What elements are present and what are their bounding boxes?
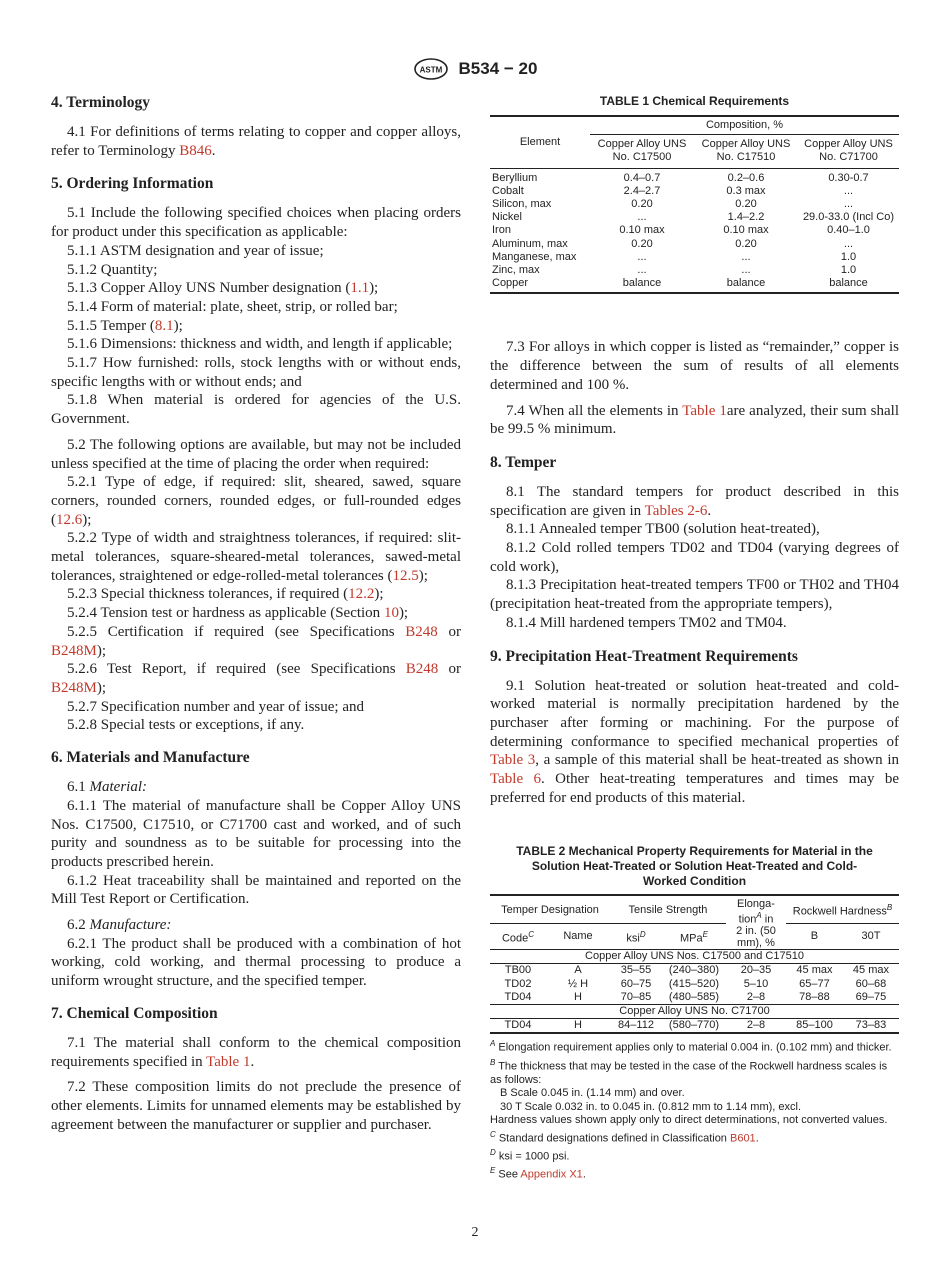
table-row: Manganese, max ... ... 1.0 xyxy=(492,250,857,263)
item-5-2-7: 5.2.7 Specification number and year of issue; and xyxy=(67,698,364,715)
table-2-footnotes xyxy=(490,1037,899,1182)
table-row: Iron 0.10 max 0.10 max 0.40–1.0 xyxy=(492,224,870,237)
table-row: Aluminum, max 0.20 0.20 ... xyxy=(492,237,854,250)
page-header xyxy=(0,58,950,82)
link-table-1[interactable]: Table 1 xyxy=(682,402,727,419)
link-8-1[interactable]: 8.1 xyxy=(154,317,174,334)
link-b248[interactable]: B248 xyxy=(405,623,438,640)
item-5-1-5: 5.1.5 Temper (8.1); xyxy=(67,317,183,334)
right-column xyxy=(490,94,899,1182)
link-12-6[interactable]: 12.6 xyxy=(56,511,83,528)
item-8-1-4: 8.1.4 Mill hardened tempers TM02 and TM04. xyxy=(506,614,787,631)
para-8-1: 8.1 The standard tempers for product described in this specification are given in Tables 2-6. xyxy=(490,483,899,519)
item-8-1-2: 8.1.2 Cold rolled tempers TD02 and TD04 (varying degrees of cold work), xyxy=(490,540,899,575)
table-row: TD04 H 70–85 (480–585) 2–8 78–88 69–75 xyxy=(504,990,887,1003)
para-6-2: 6.2 Manufacture: xyxy=(67,917,172,934)
table-row: TB00 A 35–55 (240–380) 20–35 45 max 45 max xyxy=(504,964,889,977)
para-5-2: 5.2 The following options are available, but may not be included unless specified at the time of placing the order when required: xyxy=(51,436,461,472)
table-2-group-2: Copper Alloy UNS No. C71700 xyxy=(619,1004,770,1017)
table-row: Cobalt 2.4–2.7 0.3 max ... xyxy=(492,184,854,197)
link-b248m[interactable]: B248M xyxy=(51,679,97,696)
table-row: Nickel ... 1.4–2.2 29.0-33.0 (Incl Co) xyxy=(492,211,895,224)
link-table-3[interactable]: Table 3 xyxy=(490,752,536,769)
table-2-header-ksi: ksi$^D$ xyxy=(610,924,662,950)
table-1-header-composition: Composition, % xyxy=(590,116,899,135)
para-6-1: 6.1 Material: xyxy=(67,779,147,796)
para-7-4: 7.4 When all the elements in Table 1are analyzed, their sum shall be 99.5 % minimum. xyxy=(490,402,899,438)
item-5-1-2: 5.1.2 Quantity; xyxy=(67,261,158,278)
footnote-c: $^C$ Standard designations defined in Classification B601. xyxy=(490,1129,759,1145)
item-5-2-8: 5.2.8 Special tests or exceptions, if any. xyxy=(67,717,305,734)
item-5-1-6: 5.1.6 Dimensions: thickness and width, and length if applicable; xyxy=(67,336,453,353)
link-table-1[interactable]: Table 1 xyxy=(206,1053,251,1070)
table-1-header-element: Element xyxy=(490,116,590,168)
table-2 xyxy=(490,894,899,1035)
table-row: Zinc, max ... ... 1.0 xyxy=(492,264,857,277)
item-5-2-5: 5.2.5 Certification if required (see Specifications B248 or B248M); xyxy=(51,623,461,659)
section-9-heading: 9. Precipitation Heat-Treatment Requirements xyxy=(490,647,798,665)
item-5-2-4: 5.2.4 Tension test or hardness as applicable (Section 10); xyxy=(67,605,409,622)
table-row: TD04 H 84–112 (580–770) 2–8 85–100 73–83 xyxy=(490,1019,899,1034)
table-row: TD02 ½ H 60–75 (415–520) 5–10 65–77 60–68 xyxy=(504,977,887,990)
table-2-header-elongation: Elonga- tion$^A$ in 2 in. (50 mm), % xyxy=(736,897,776,950)
item-5-2-3: 5.2.3 Special thickness tolerances, if required (12.2); xyxy=(67,586,384,603)
section-4-heading: 4. Terminology xyxy=(51,94,151,111)
footnote-e: $^E$ See Appendix X1. xyxy=(490,1166,586,1181)
link-1-1[interactable]: 1.1 xyxy=(350,280,370,297)
table-2-header-name: Name xyxy=(546,924,610,950)
table-2-header-temper: Temper Designation xyxy=(501,903,599,916)
table-2-header-30t: 30T xyxy=(861,930,881,943)
left-column xyxy=(51,94,461,1134)
link-b248[interactable]: B248 xyxy=(405,661,439,678)
item-5-1-4: 5.1.4 Form of material: plate, sheet, strip, or rolled bar; xyxy=(67,298,398,315)
link-b846[interactable]: B846 xyxy=(179,142,212,159)
table-2-header-mpa: MPa$^E$ xyxy=(662,924,726,950)
link-section-10[interactable]: 10 xyxy=(383,605,399,622)
item-5-1-7: 5.1.7 How furnished: rolls, stock lengths with or without ends, specific lengths with or without ends; and xyxy=(51,355,461,390)
table-1-title: TABLE 1 Chemical Requirements xyxy=(599,94,790,108)
item-6-1-2: 6.1.2 Heat traceability shall be maintained and reported on the Mill Test Report or Certification. xyxy=(51,872,461,908)
link-12-2[interactable]: 12.2 xyxy=(348,586,375,603)
para-7-1: 7.1 The material shall conform to the chemical composition requirements specified in Table 1. xyxy=(51,1034,461,1070)
table-row: Beryllium 0.4–0.7 0.2–0.6 0.30-0.7 xyxy=(492,171,869,184)
astm-logo-icon xyxy=(413,58,449,80)
item-5-1-8: 5.1.8 When material is ordered for agencies of the U.S. Government. xyxy=(51,392,461,428)
para-9-1: 9.1 Solution heat-treated or solution heat-treated and cold-worked material is normally precipitation hardened by the purchaser after forming or machining. For the purpose of determining conformance to specified mechanical properties of Table 3, a sample of this material shall be heat-treated as shown in Table 6. Other heat-treating temperatures and times may be preferred for end products of this material. xyxy=(490,677,899,806)
item-5-1-1: 5.1.1 ASTM designation and year of issue; xyxy=(67,242,324,259)
item-8-1-3: 8.1.3 Precipitation heat-treated tempers TF00 or TH02 and TH04 (precipitation heat-treated from the appropriate tempers), xyxy=(490,577,899,613)
table-row: Silicon, max 0.20 0.20 ... xyxy=(492,198,854,211)
section-8-heading: 8. Temper xyxy=(490,453,557,471)
table-2-title: TABLE 2 Mechanical Property Requirements for Material in the Solution Heat-Treated or Solution Heat-Treated and Cold-Worked Condition xyxy=(516,843,873,888)
footnote-a: $^A$ Elongation requirement applies only to material 0.004 in. (0.102 mm) and thicker. xyxy=(490,1039,892,1055)
footnote-b-line: Hardness values shown apply only to direct determinations, not converted values. xyxy=(490,1114,888,1127)
item-5-1-3: 5.1.3 Copper Alloy UNS Number designation (1.1); xyxy=(67,280,379,297)
item-6-2-1: 6.2.1 The product shall be produced with a combination of hot working, cold working, and thermal processing to produce a uniform wrought structure, and the specified temper. xyxy=(51,935,461,990)
footnote-b: $^B$ The thickness that may be tested in the case of the Rockwell hardness scales is as follows: xyxy=(490,1057,888,1086)
item-5-2-6: 5.2.6 Test Report, if required (see Specifications B248 or B248M); xyxy=(51,661,461,696)
link-b601[interactable]: B601 xyxy=(729,1132,756,1145)
section-6-heading: 6. Materials and Manufacture xyxy=(51,749,250,767)
para-4-1: 4.1 For definitions of terms relating to copper and copper alloys, refer to Terminology B846. xyxy=(51,124,461,159)
table-2-group-1: Copper Alloy UNS Nos. C17500 and C17510 xyxy=(585,950,804,963)
para-7-3: 7.3 For alloys in which copper is listed as “remainder,” copper is the difference between the sum of results of all elements determined and 100 %. xyxy=(490,339,899,393)
table-1 xyxy=(490,115,899,294)
section-5-heading: 5. Ordering Information xyxy=(51,175,214,193)
item-5-2-2: 5.2.2 Type of width and straightness tolerances, if required: slit-metal tolerances, square-sheared-metal tolerances, sawed-metal tolerances, straightened or edge-rolled-metal tolerances (12.5); xyxy=(51,530,461,584)
table-1-header-alloy: Copper Alloy UNS No. C17510 xyxy=(701,138,791,164)
link-appendix-x1[interactable]: Appendix X1 xyxy=(520,1168,583,1181)
para-5-1: 5.1 Include the following specified choices when placing orders for product under this specification as applicable: xyxy=(51,205,461,241)
table-2-header-rockwell: Rockwell Hardness$^B$ xyxy=(786,895,899,924)
item-6-1-1: 6.1.1 The material of manufacture shall be Copper Alloy UNS Nos. C17500, C17510, or C71700 cast and worked, and of such purity and soundness as to be suitable for processing into the products prescribed herein. xyxy=(51,797,461,870)
table-2-header-b: B xyxy=(810,930,819,943)
table-2-header-code: Code$^C$ xyxy=(490,924,546,950)
table-1-header-alloy: Copper Alloy UNS No. C17500 xyxy=(597,138,687,164)
link-12-5[interactable]: 12.5 xyxy=(392,567,419,584)
logo-text: ASTM xyxy=(419,65,442,75)
table-row: Copper balance balance balance xyxy=(490,277,899,293)
footnote-b-line: 30 T Scale 0.032 in. to 0.045 in. (0.812 mm to 1.14 mm), excl. xyxy=(500,1100,802,1113)
footnote-b-line: B Scale 0.045 in. (1.14 mm) and over. xyxy=(500,1087,685,1100)
item-8-1-1: 8.1.1 Annealed temper TB00 (solution heat-treated), xyxy=(506,521,820,538)
footnote-d: $^D$ ksi = 1000 psi. xyxy=(490,1147,570,1163)
table-1-header-alloy: Copper Alloy UNS No. C71700 xyxy=(804,138,893,164)
link-table-6[interactable]: Table 6 xyxy=(490,771,541,788)
section-7-heading: 7. Chemical Composition xyxy=(51,1004,218,1022)
document-code: B534 − 20 xyxy=(458,59,538,78)
link-b248m[interactable]: B248M xyxy=(51,642,97,659)
item-5-2-1: 5.2.1 Type of edge, if required: slit, sheared, sawed, square corners, rounded corners, rounded edges, or full-rounded edges (12.6); xyxy=(51,474,461,528)
table-2-header-tensile: Tensile Strength xyxy=(628,903,708,916)
para-7-2: 7.2 These composition limits do not preclude the presence of other elements. Limits for unnamed elements may be established by agreement between the manufacturer or supplier and purchaser. xyxy=(51,1079,461,1133)
page-number: 2 xyxy=(471,1225,479,1240)
link-tables-2-6[interactable]: Tables 2-6 xyxy=(644,502,708,519)
